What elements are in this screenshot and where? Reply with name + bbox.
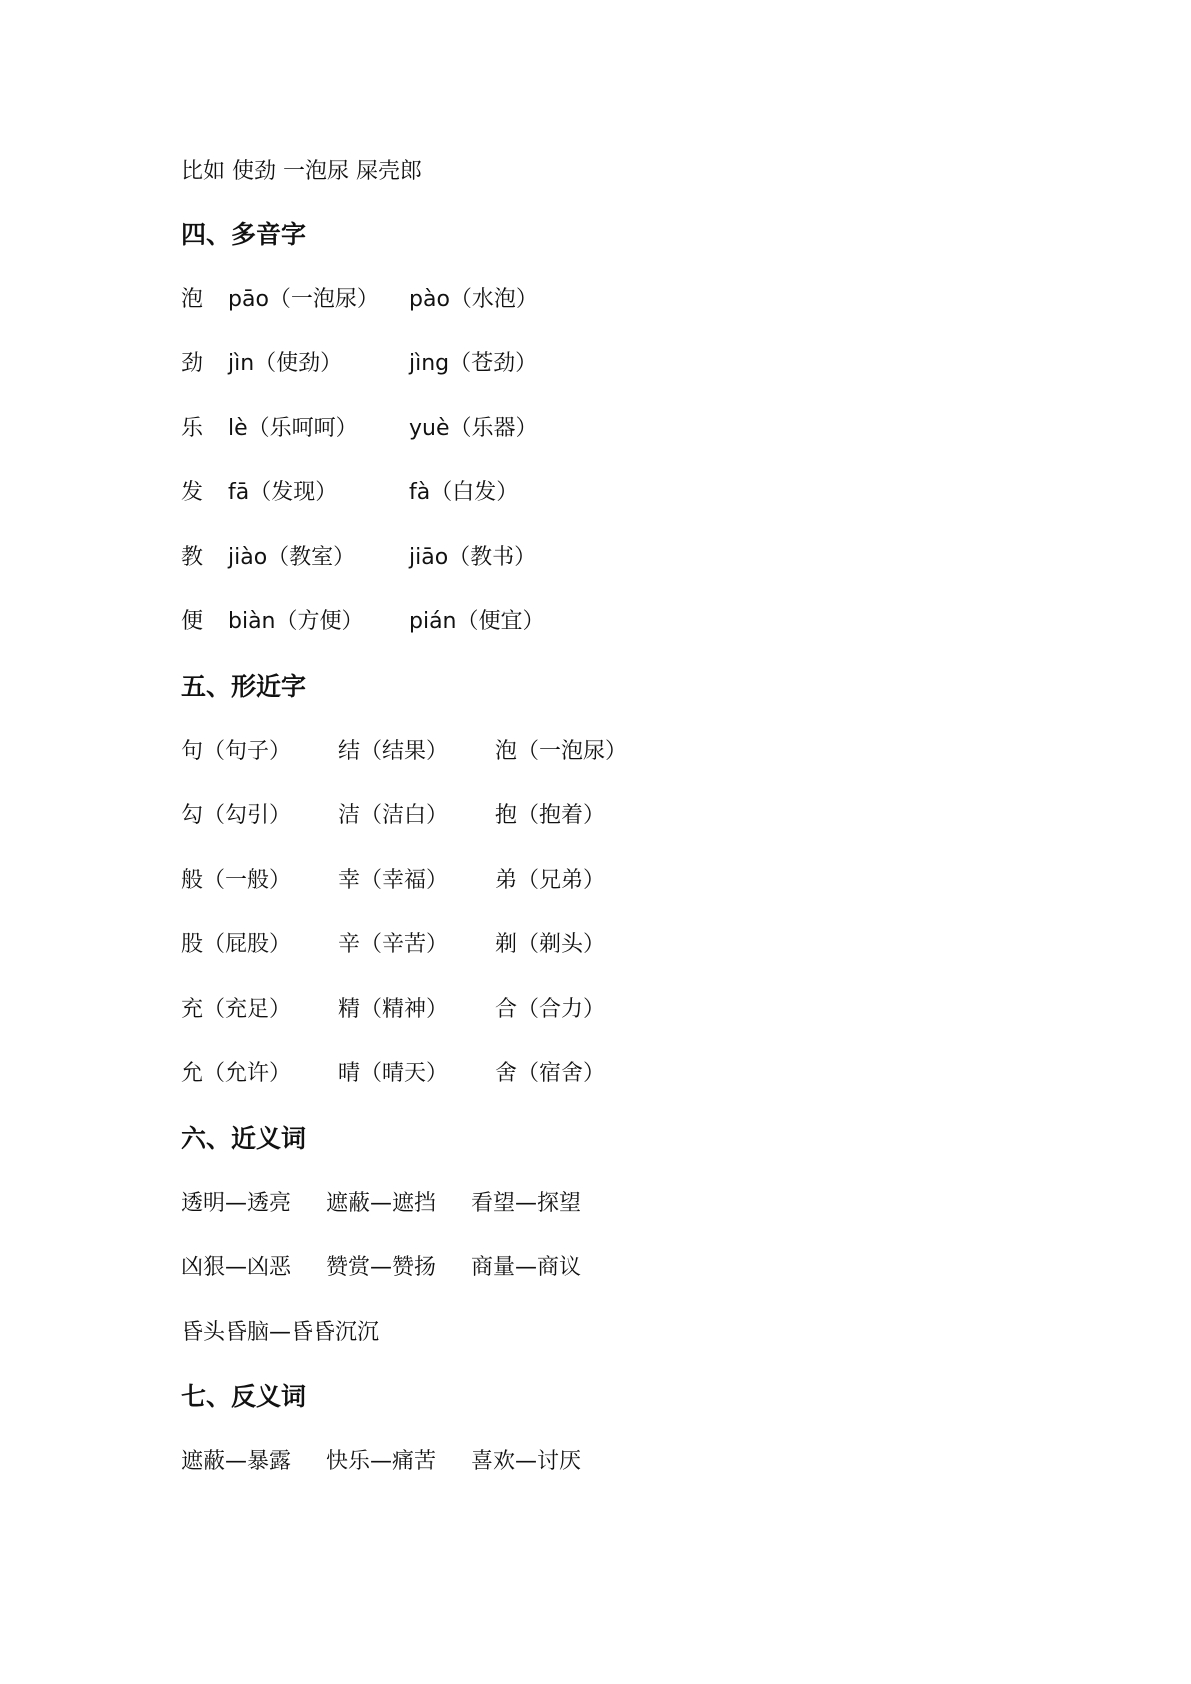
- similar-char-item: 晴（晴天）: [338, 1061, 449, 1086]
- polyphonic-reading-1: fā（发现）: [228, 480, 338, 505]
- polyphonic-char: 泡: [181, 287, 204, 312]
- similar-char-item: 充（充足）: [181, 997, 292, 1022]
- similar-char-item: 允（允许）: [181, 1061, 292, 1086]
- similar-char-item: 勾（勾引）: [181, 803, 292, 828]
- synonym-pair: 赞赏—赞扬: [326, 1255, 437, 1280]
- polyphonic-char: 便: [181, 609, 204, 634]
- similar-char-item: 句（句子）: [181, 739, 292, 764]
- antonym-pair: 快乐—痛苦: [326, 1449, 437, 1474]
- similar-char-item: 结（结果）: [338, 739, 449, 764]
- section-heading-antonyms: 七、反义词: [181, 1382, 307, 1411]
- similar-char-item: 舍（宿舍）: [495, 1061, 606, 1086]
- synonym-pair: 透明—透亮: [181, 1191, 292, 1216]
- synonym-pair: 凶狠—凶恶: [181, 1255, 292, 1280]
- polyphonic-char: 劲: [181, 351, 204, 376]
- similar-char-item: 辛（辛苦）: [338, 932, 449, 957]
- polyphonic-reading-1: biàn（方便）: [228, 609, 364, 634]
- similar-char-item: 般（一般）: [181, 868, 292, 893]
- section-heading-similar-chars: 五、形近字: [181, 672, 307, 701]
- polyphonic-reading-1: jiào（教室）: [228, 545, 356, 570]
- polyphonic-char: 乐: [181, 416, 204, 441]
- polyphonic-reading-2: pào（水泡）: [409, 287, 538, 312]
- polyphonic-char: 发: [181, 480, 204, 505]
- synonym-pair: 商量—商议: [471, 1255, 582, 1280]
- similar-char-item: 股（屁股）: [181, 932, 292, 957]
- similar-char-item: 幸（幸福）: [338, 868, 449, 893]
- similar-char-item: 合（合力）: [495, 997, 606, 1022]
- antonyms-row: [181, 1448, 582, 1588]
- section-heading-polyphonic: 四、多音字: [181, 220, 307, 249]
- section-heading-synonyms: 六、近义词: [181, 1124, 307, 1153]
- synonym-pair: 昏头昏脑—昏昏沉沉: [181, 1320, 380, 1345]
- similar-char-item: 抱（抱着）: [495, 803, 606, 828]
- antonym-pair: 喜欢—讨厌: [471, 1449, 582, 1474]
- polyphonic-reading-2: yuè（乐器）: [409, 416, 538, 441]
- synonym-pair: 看望—探望: [471, 1191, 582, 1216]
- polyphonic-reading-1: pāo（一泡尿）: [228, 287, 379, 312]
- polyphonic-reading-1: lè（乐呵呵）: [228, 416, 358, 441]
- similar-char-item: 精（精神）: [338, 997, 449, 1022]
- similar-char-item: 弟（兄弟）: [495, 868, 606, 893]
- synonym-pair: 遮蔽—遮挡: [326, 1191, 437, 1216]
- polyphonic-reading-2: jìng（苍劲）: [409, 351, 538, 376]
- polyphonic-reading-2: fà（白发）: [409, 480, 519, 505]
- polyphonic-char: 教: [181, 545, 204, 570]
- similar-char-item: 剃（剃头）: [495, 932, 606, 957]
- polyphonic-reading-1: jìn（使劲）: [228, 351, 343, 376]
- polyphonic-reading-2: pián（便宜）: [409, 609, 545, 634]
- similar-char-item: 泡（一泡尿）: [495, 739, 628, 764]
- polyphonic-reading-2: jiāo（教书）: [409, 545, 537, 570]
- similar-char-item: 洁（洁白）: [338, 803, 449, 828]
- antonym-pair: 遮蔽—暴露: [181, 1449, 292, 1474]
- intro-line: 比如 使劲 一泡尿 屎壳郎: [181, 159, 422, 184]
